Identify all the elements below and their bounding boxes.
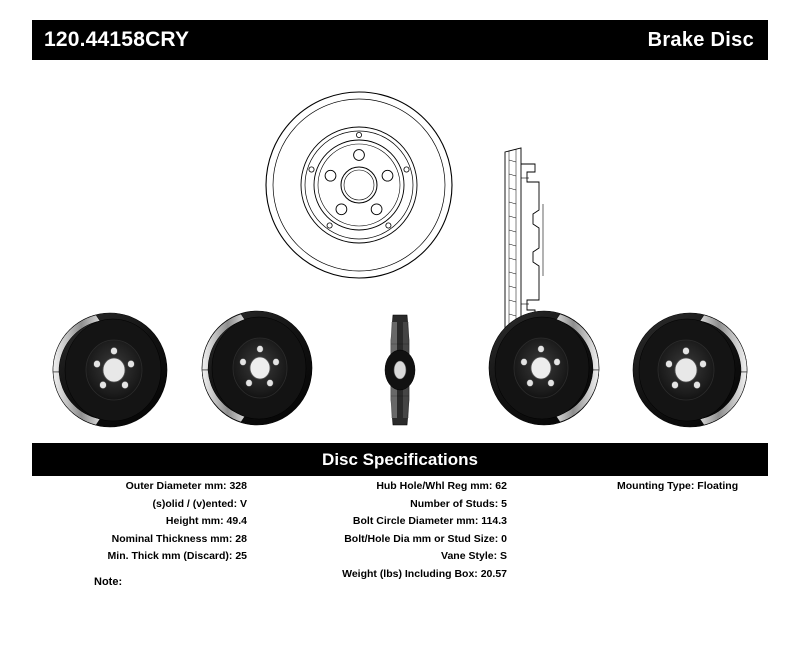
spec-column-left	[32, 478, 247, 566]
spec-item: Hub Hole/Whl Reg mm: 62	[376, 480, 507, 492]
spec-item: Vane Style: S	[441, 550, 507, 562]
spec-item: Outer Diameter mm: 328	[125, 480, 247, 492]
figures-svg	[0, 60, 800, 443]
spec-item: Weight (lbs) Including Box: 20.57	[342, 567, 507, 580]
spec-item: Nominal Thickness mm: 28	[111, 532, 247, 545]
rotor-photo-angled-left	[53, 313, 167, 427]
header-bar	[32, 20, 768, 60]
spec-item: Number of Studs: 5	[410, 497, 507, 510]
rotor-face-outline-drawing	[266, 92, 452, 278]
spec-title-bar	[32, 443, 768, 476]
spec-column-middle	[257, 478, 507, 583]
spec-title: Disc Specifications	[322, 449, 478, 469]
spec-item: Bolt Circle Diameter mm: 114.3	[352, 515, 507, 527]
spec-body	[32, 476, 768, 596]
rotor-photo-front-left	[202, 311, 312, 425]
figure-area	[0, 60, 800, 443]
rotor-photo-angled-right	[633, 313, 747, 427]
rotor-photo-edge-on	[385, 315, 415, 425]
rotor-photo-front-right	[489, 311, 599, 425]
spec-column-right	[532, 478, 768, 496]
rotor-cross-section-drawing	[505, 148, 543, 334]
product-type-label: Brake Disc	[647, 28, 754, 51]
spec-item: Height mm: 49.4	[165, 515, 247, 527]
spec-item: (s)olid / (v)ented: V	[152, 497, 247, 510]
part-number: 120.44158CRY	[44, 28, 190, 51]
spec-item: Mounting Type: Floating	[617, 480, 739, 492]
spec-item: Min. Thick mm (Discard): 25	[107, 550, 247, 562]
note-label: Note:	[94, 576, 123, 588]
spec-item: Bolt/Hole Dia mm or Stud Size: 0	[344, 532, 507, 545]
